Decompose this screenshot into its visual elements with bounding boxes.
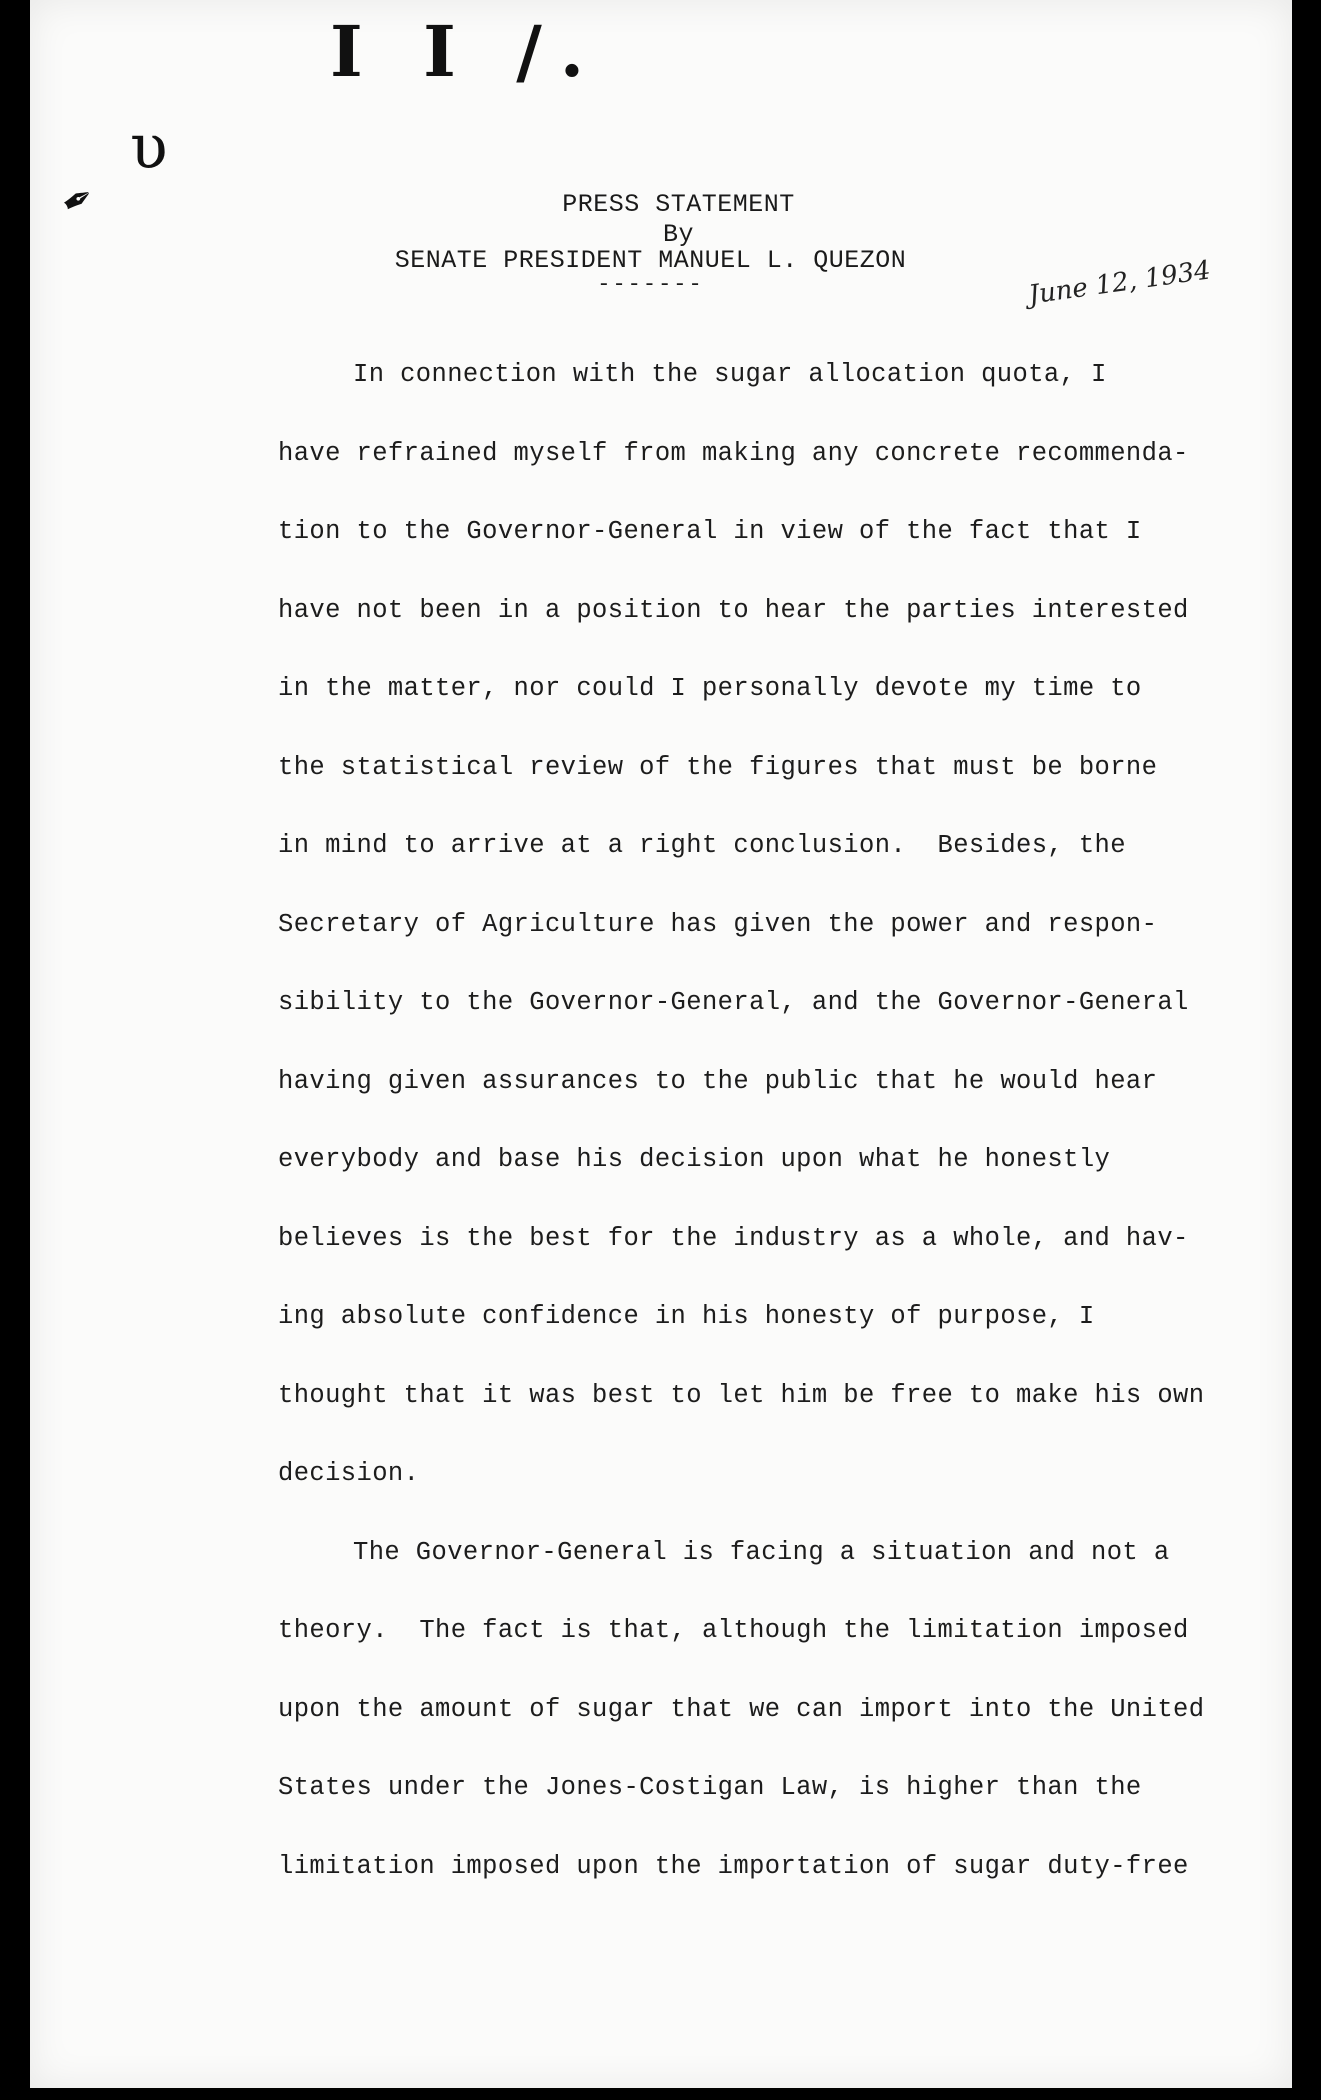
body-line: believes is the best for the industry as a whole, and hav- xyxy=(278,1223,1189,1253)
statement-body xyxy=(278,360,1208,1930)
document-title: PRESS STATEMENT xyxy=(562,190,795,219)
body-line: States under the Jones-Costigan Law, is higher than the xyxy=(278,1773,1142,1802)
body-line: The Governor-General is facing a situation and not a xyxy=(353,1537,1170,1567)
body-line: thought that it was best to let him be free to make his own xyxy=(278,1380,1205,1410)
body-line: having given assurances to the public that he would hear xyxy=(278,1066,1158,1096)
body-line: Secretary of Agriculture has given the power and respon- xyxy=(278,909,1158,939)
handwritten-date: June 12, 1934 xyxy=(1026,255,1213,311)
scan-mark-left: υ xyxy=(130,110,168,183)
document-author: SENATE PRESIDENT MANUEL L. QUEZON xyxy=(394,246,907,275)
body-line: decision. xyxy=(278,1459,420,1488)
body-line: limitation imposed upon the importation of sugar duty-free xyxy=(278,1851,1189,1881)
body-line: tion to the Governor-General in view of the fact that I xyxy=(278,517,1142,546)
body-line: in the matter, nor could I personally devote my time to xyxy=(278,674,1142,703)
ink-blot-icon: ✒ xyxy=(53,172,103,228)
body-line: theory. The fact is that, although the limitation imposed xyxy=(278,1616,1189,1645)
body-line: everybody and base his decision upon what he honestly xyxy=(278,1145,1111,1174)
header-divider: ------- xyxy=(597,272,704,297)
body-line: ing absolute confidence in his honesty of purpose, I xyxy=(278,1302,1095,1331)
body-line: upon the amount of sugar that we can import into the United xyxy=(278,1694,1205,1724)
body-line: sibility to the Governor-General, and the Governor-General xyxy=(278,988,1189,1017)
document-byline: By xyxy=(662,220,694,249)
body-line: have not been in a position to hear the parties interested xyxy=(278,595,1189,625)
body-line: In connection with the sugar allocation quota, I xyxy=(353,360,1107,389)
scan-mark-top: I I /. xyxy=(330,10,603,93)
body-line: have refrained myself from making any concrete recommenda- xyxy=(278,438,1189,468)
body-line: in mind to arrive at a right conclusion. Besides, the xyxy=(278,831,1126,860)
body-line: the statistical review of the figures that must be borne xyxy=(278,752,1158,782)
